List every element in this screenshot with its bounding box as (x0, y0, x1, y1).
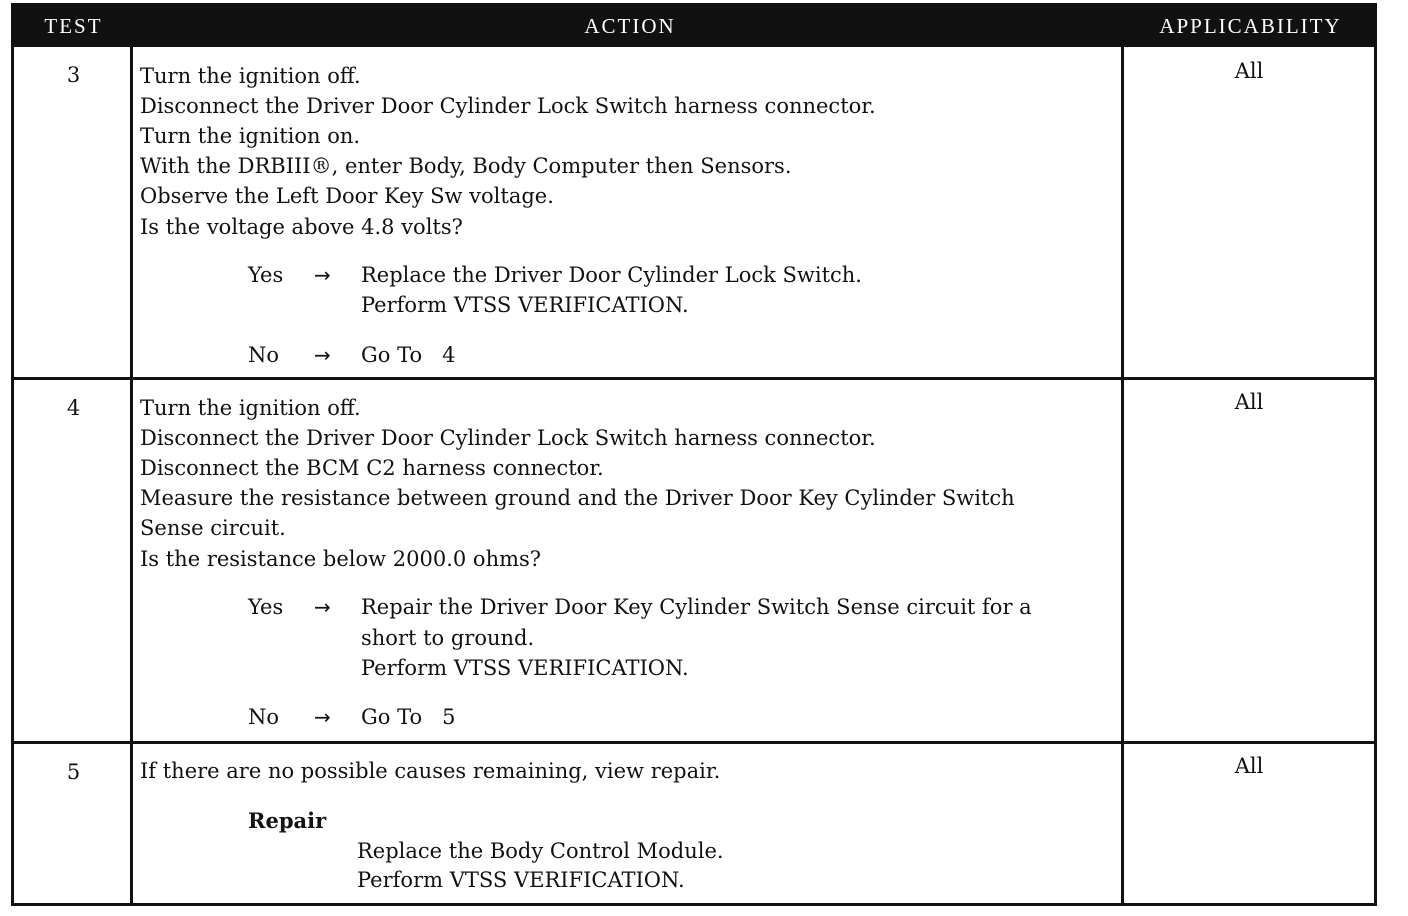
table-header (14, 6, 1374, 47)
action-step: Disconnect the Driver Door Cylinder Lock Switch harness connector. (140, 94, 876, 118)
arrow-icon: → (314, 595, 331, 619)
arrow-icon: → (314, 705, 331, 729)
action-step: With the DRBIII®, enter Body, Body Computer then Sensors. (140, 154, 792, 178)
repair-label: Repair (248, 808, 327, 833)
action-step: Disconnect the Driver Door Cylinder Lock Switch harness connector. (140, 426, 876, 450)
action-step: Sense circuit. (140, 516, 286, 540)
action-step: Is the voltage above 4.8 volts? (140, 215, 463, 239)
header-test: TEST (44, 14, 103, 38)
test-number: 5 (66, 760, 81, 784)
no-label: No (248, 343, 280, 367)
action-step: Turn the ignition off. (140, 64, 361, 88)
yes-result: Repair the Driver Door Key Cylinder Switch Sense circuit for a (361, 595, 1032, 619)
action-step: Observe the Left Door Key Sw voltage. (140, 184, 554, 208)
arrow-icon: → (314, 263, 331, 287)
repair-step: Perform VTSS VERIFICATION. (357, 868, 685, 892)
no-result: Go To 5 (361, 705, 456, 729)
action-step: If there are no possible causes remaining, view repair. (140, 759, 721, 783)
applicability-value: All (1234, 754, 1264, 778)
yes-label: Yes (248, 595, 284, 619)
arrow-icon: → (314, 343, 331, 367)
applicability-value: All (1234, 59, 1264, 83)
table-row (14, 380, 1374, 741)
table-row (14, 47, 1374, 377)
test-number: 3 (66, 63, 81, 87)
header-action: ACTION (584, 14, 676, 38)
table-row (14, 744, 1374, 906)
test-number: 4 (66, 396, 81, 420)
action-step: Measure the resistance between ground and the Driver Door Key Cylinder Switch (140, 486, 1015, 510)
no-result: Go To 4 (361, 343, 456, 367)
action-step: Is the resistance below 2000.0 ohms? (140, 547, 542, 571)
action-step: Disconnect the BCM C2 harness connector. (140, 456, 604, 480)
yes-result: Perform VTSS VERIFICATION. (361, 293, 689, 317)
no-label: No (248, 705, 280, 729)
yes-result: Replace the Driver Door Cylinder Lock Switch. (361, 263, 862, 287)
yes-result: Perform VTSS VERIFICATION. (361, 656, 689, 680)
applicability-value: All (1234, 390, 1264, 414)
action-step: Turn the ignition off. (140, 396, 361, 420)
yes-label: Yes (248, 263, 284, 287)
yes-result: short to ground. (361, 626, 535, 650)
header-applicability: APPLICABILITY (1159, 14, 1342, 38)
repair-step: Replace the Body Control Module. (357, 839, 724, 863)
diagnostic-table (11, 3, 1377, 906)
action-step: Turn the ignition on. (140, 124, 361, 148)
